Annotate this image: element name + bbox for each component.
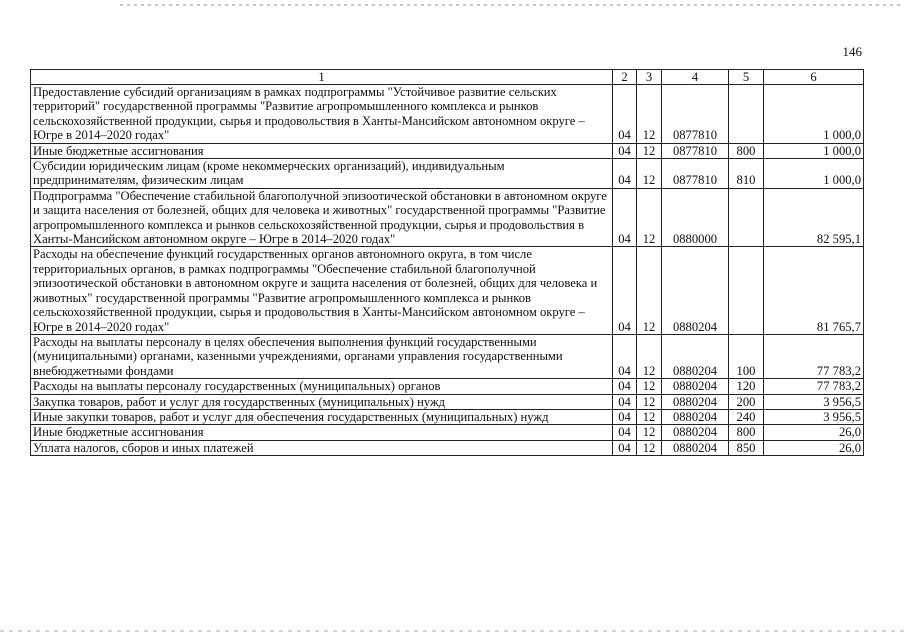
row-sum: 3 956,5 (764, 409, 864, 424)
row-sum: 3 956,5 (764, 394, 864, 409)
table-row (31, 188, 864, 247)
budget-table (30, 69, 864, 456)
scan-artifact-bottom (0, 630, 905, 632)
row-csr: 0877810 (662, 143, 729, 158)
table-row (31, 159, 864, 189)
row-csr: 0880204 (662, 425, 729, 440)
table-header-row (31, 70, 864, 85)
row-pr: 12 (637, 379, 662, 394)
row-sum: 77 783,2 (764, 334, 864, 378)
table-row (31, 409, 864, 424)
row-vr (729, 188, 764, 247)
row-sum: 26,0 (764, 425, 864, 440)
row-vr: 100 (729, 334, 764, 378)
table-row (31, 334, 864, 378)
row-vr: 850 (729, 440, 764, 455)
row-sum: 82 595,1 (764, 188, 864, 247)
column-header-2: 2 (613, 70, 637, 85)
column-header-4: 4 (662, 70, 729, 85)
row-vr: 800 (729, 143, 764, 158)
row-rz: 04 (613, 425, 637, 440)
row-csr: 0880204 (662, 409, 729, 424)
row-rz: 04 (613, 247, 637, 334)
row-vr: 800 (729, 425, 764, 440)
row-vr (729, 85, 764, 144)
row-rz: 04 (613, 188, 637, 247)
row-name: Закупка товаров, работ и услуг для государственных (муниципальных) нужд (31, 394, 613, 409)
row-rz: 04 (613, 143, 637, 158)
row-rz: 04 (613, 394, 637, 409)
column-header-5: 5 (729, 70, 764, 85)
row-rz: 04 (613, 409, 637, 424)
row-pr: 12 (637, 409, 662, 424)
row-csr: 0880204 (662, 394, 729, 409)
row-csr: 0880204 (662, 440, 729, 455)
row-pr: 12 (637, 425, 662, 440)
row-rz: 04 (613, 159, 637, 189)
table-row (31, 85, 864, 144)
row-name: Расходы на выплаты персоналу в целях обеспечения выполнения функций государственными (муниципальными) органами, казенными учреждениями, органами управления государственными внебюджетными фондами (31, 334, 613, 378)
row-pr: 12 (637, 394, 662, 409)
row-sum: 81 765,7 (764, 247, 864, 334)
row-sum: 1 000,0 (764, 85, 864, 144)
row-pr: 12 (637, 247, 662, 334)
row-sum: 77 783,2 (764, 379, 864, 394)
row-vr: 200 (729, 394, 764, 409)
row-name: Подпрограмма "Обеспечение стабильной благополучной эпизоотической обстановки в автономном округе и защита населения от болезней, общих для человека и животных" государственной программы "Развитие агропромышленного комплекса и рынков сельскохозяйственной продукции, сырья и продовольствия в Ханты-Мансийском автономном округе – Югре в 2014–2020 годах" (31, 188, 613, 247)
table-row (31, 379, 864, 394)
row-vr (729, 247, 764, 334)
row-name: Иные бюджетные ассигнования (31, 143, 613, 158)
row-pr: 12 (637, 85, 662, 144)
row-pr: 12 (637, 440, 662, 455)
row-rz: 04 (613, 440, 637, 455)
row-sum: 26,0 (764, 440, 864, 455)
row-name: Уплата налогов, сборов и иных платежей (31, 440, 613, 455)
row-vr: 810 (729, 159, 764, 189)
table-row (31, 247, 864, 334)
row-csr: 0880204 (662, 334, 729, 378)
table-row (31, 394, 864, 409)
row-rz: 04 (613, 85, 637, 144)
row-sum: 1 000,0 (764, 143, 864, 158)
column-header-3: 3 (637, 70, 662, 85)
row-vr: 240 (729, 409, 764, 424)
row-csr: 0880204 (662, 247, 729, 334)
row-csr: 0877810 (662, 159, 729, 189)
scan-artifact-top (120, 4, 900, 6)
page-number: 146 (842, 44, 862, 59)
row-vr: 120 (729, 379, 764, 394)
row-rz: 04 (613, 334, 637, 378)
row-sum: 1 000,0 (764, 159, 864, 189)
column-header-6: 6 (764, 70, 864, 85)
table-row (31, 440, 864, 455)
row-name: Иные закупки товаров, работ и услуг для обеспечения государственных (муниципальных) нужд (31, 409, 613, 424)
row-name: Расходы на выплаты персоналу государственных (муниципальных) органов (31, 379, 613, 394)
row-rz: 04 (613, 379, 637, 394)
table-row (31, 425, 864, 440)
row-pr: 12 (637, 159, 662, 189)
row-name: Субсидии юридическим лицам (кроме некоммерческих организаций), индивидуальным предпринимателям, физическим лицам (31, 159, 613, 189)
row-name: Предоставление субсидий организациям в рамках подпрограммы "Устойчивое развитие сельских территорий" государственной программы "Развитие агропромышленного комплекса и рынков сельскохозяйственной продукции, сырья и продовольствия в Ханты-Мансийском автономном округе – Югре в 2014–2020 годах" (31, 85, 613, 144)
row-csr: 0880204 (662, 379, 729, 394)
row-name: Иные бюджетные ассигнования (31, 425, 613, 440)
row-name: Расходы на обеспечение функций государственных органов автономного округа, в том числе территориальных органов, в рамках подпрограммы "Обеспечение стабильной благополучной эпизоотической обстановки в автономном округе и защита населения от болезней, общих для человека и животных" государственной программы "Развитие агропромышленного комплекса и рынков сельскохозяйственной продукции, сырья и продовольствия в Ханты-Мансийском автономном округе – Югре в 2014–2020 годах" (31, 247, 613, 334)
row-pr: 12 (637, 143, 662, 158)
column-header-1: 1 (31, 70, 613, 85)
row-csr: 0877810 (662, 85, 729, 144)
table-row (31, 143, 864, 158)
row-pr: 12 (637, 334, 662, 378)
row-pr: 12 (637, 188, 662, 247)
row-csr: 0880000 (662, 188, 729, 247)
